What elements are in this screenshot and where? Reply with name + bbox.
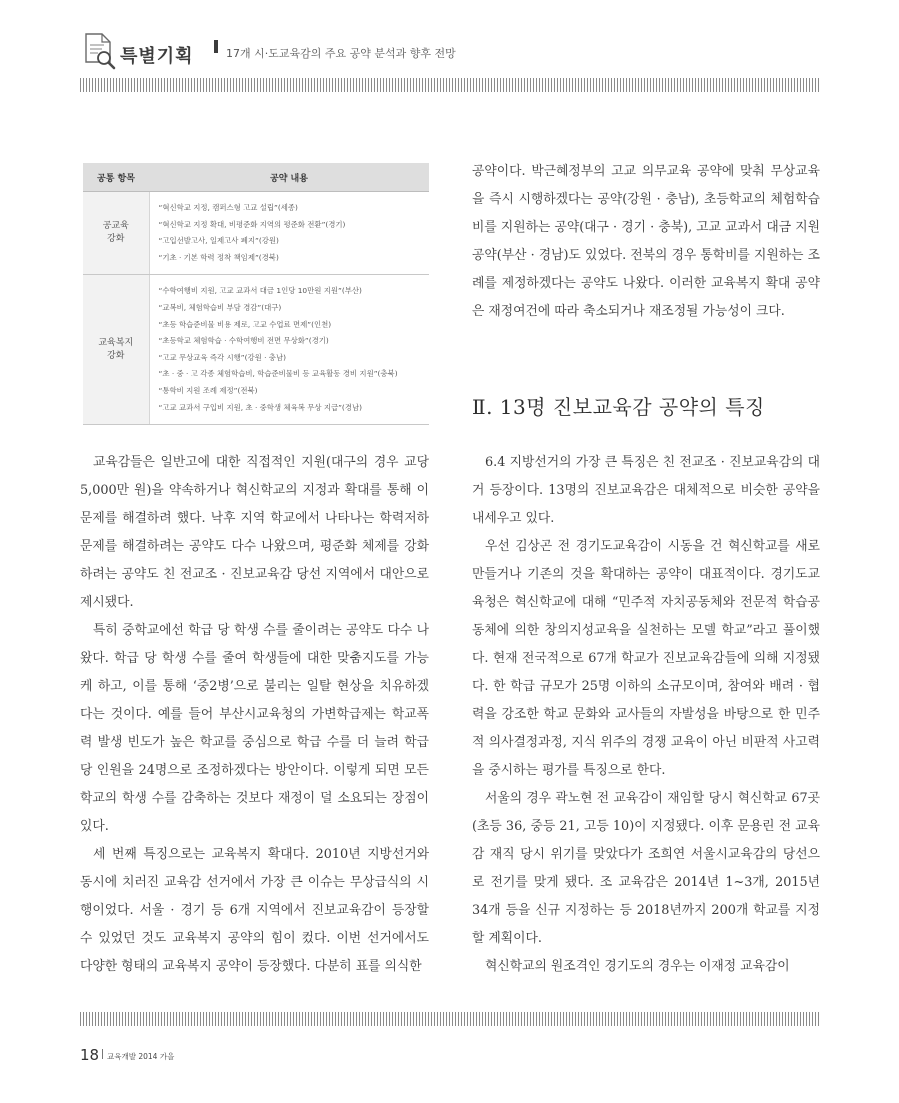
left-column-text	[80, 449, 429, 981]
body-paragraph: 혁신학교의 원조격인 경기도의 경우는 이재정 교육감이	[485, 959, 790, 974]
section-heading: Ⅱ. 13명 진보교육감 공약의 특징	[472, 395, 765, 419]
body-paragraph: 우선 김상곤 전 경기도교육감이 시동을 건 혁신학교를 새로 만들거나 기존의 것을 확대하는 공약이 대표적이다. 경기도교육청은 혁신학교에 대해 “민주적 자치공동체와 전문적 학습공동체에 의한 창의지성교육을 실천하는 모델 학교”라고 풀이했다. 현재 전국적으로 67개 학교가 진보교육감들에 의해 지정됐다. 한 학급 규모가 25명 이하의 소규모이며, 참여와 배려 · 협력을 강조한 학교 문화와 교사들의 자발성을 바탕으로 한 민주적 의사결정과정, 지식 위주의 경쟁 교육이 아닌 비판적 사고력을 중시하는 평가를 특징으로 한다.	[472, 539, 820, 778]
table-items-cell	[149, 275, 429, 425]
table-header-category: 공통 항목	[83, 163, 149, 192]
pledge-item: “초 · 중 · 고 각종 체험학습비, 학습준비물비 등 교육활동 경비 지원”(충북)	[158, 369, 398, 379]
body-paragraph: 6.4 지방선거의 가장 큰 특징은 친 전교조 · 진보교육감의 대거 등장이다. 13명의 진보교육감은 대체적으로 비슷한 공약을 내세우고 있다.	[472, 455, 820, 526]
table-items-cell	[149, 192, 429, 275]
pledge-table	[83, 163, 429, 425]
category-label-line: 강화	[107, 350, 125, 361]
table-row	[83, 192, 429, 275]
pledge-item: “고교 무상교육 즉각 시행”(강원 · 충남)	[158, 352, 286, 362]
pledge-item: “고교 교과서 구입비 지원, 초 · 중학생 체육복 무상 지급”(경남)	[158, 402, 362, 412]
table-category-cell	[83, 192, 149, 275]
pledge-item: “고입선발고사, 일제고사 폐지”(강원)	[158, 236, 279, 246]
pledge-item: “통학비 지원 조례 제정”(전북)	[158, 385, 258, 395]
table-category-cell	[83, 275, 149, 425]
category-label-line: 교육복지	[98, 337, 134, 348]
page-header	[80, 28, 820, 72]
category-label-line: 공교육	[102, 221, 129, 232]
pledge-item: “초등 학습준비물 비용 제로, 고교 수업료 면제”(인천)	[158, 319, 332, 329]
body-paragraph: 교육감들은 일반고에 대한 직접적인 지원(대구의 경우 교당 5,000만 원)을 약속하거나 혁신학교의 지정과 확대를 통해 이 문제를 해결하려 했다. 낙후 지역 학교에서 나타나는 학력저하 문제를 해결하려는 공약도 다수 나왔으며, 평준화 체제를 강화하려는 공약도 친 전교조 · 진보교육감 당선 지역에서 대안으로 제시됐다.	[80, 455, 429, 610]
right-column-top-text	[472, 158, 820, 326]
section-title: 특별기획	[120, 46, 194, 67]
pledge-item: “혁신학교 지정 확대, 비평준화 지역의 평준화 전환”(경기)	[158, 219, 346, 229]
page-footer	[80, 1046, 380, 1070]
footer-stripe	[80, 1012, 820, 1026]
title-divider	[214, 40, 218, 53]
pledge-item: “초등학교 체험학습 · 수학여행비 전면 무상화”(경기)	[158, 336, 329, 346]
table-header-content: 공약 내용	[149, 163, 429, 192]
journal-name: 교육개발 2014 가을	[107, 1052, 175, 1061]
body-paragraph: 공약이다. 박근혜정부의 고교 의무교육 공약에 맞춰 무상교육을 즉시 시행하겠다는 공약(강원 · 충남), 초등학교의 체험학습비를 지원하는 공약(대구 · 경기 · 충북), 고교 교과서 대금 지원 공약(부산 · 경남)도 있었다. 전북의 경우 통학비를 지원하는 조례를 제정하겠다는 공약도 나왔다. 이러한 교육복지 확대 공약은 재정여건에 따라 축소되거나 재조정될 가능성이 크다.	[472, 164, 820, 319]
body-paragraph: 특히 중학교에선 학급 당 학생 수를 줄이려는 공약도 다수 나왔다. 학급 당 학생 수를 줄여 학생들에 대한 맞춤지도를 가능케 하고, 이를 통해 ‘중2병’으로 불리는 일탈 현상을 치유하겠다는 것이다. 예를 들어 부산시교육청의 가변학급제는 학교폭력 발생 빈도가 높은 학교를 중심으로 학급 수를 더 늘려 학급 당 인원을 24명으로 조정하겠다는 방안이다. 이렇게 되면 모든 학교의 학생 수를 감축하는 것보다 재정이 덜 소요되는 장점이 있다.	[80, 623, 429, 834]
pledge-item: “혁신학교 지정, 캠퍼스형 고교 설립”(세종)	[158, 203, 298, 212]
table-row	[83, 275, 429, 425]
footer-divider	[102, 1049, 103, 1059]
table-header-row	[83, 163, 429, 192]
category-label-line: 강화	[107, 234, 125, 245]
document-magnifier-icon	[82, 32, 116, 74]
body-paragraph: 서울의 경우 곽노현 전 교육감이 재임할 당시 혁신학교 67곳(초등 36, 중등 21, 고등 10)이 지정됐다. 이후 문용린 전 교육감 재직 당시 위기를 맞았다가 조희연 서울시교육감의 당선으로 전기를 맞게 됐다. 조 교육감은 2014년 1~3개, 2015년 34개 등을 신규 지정하는 등 2018년까지 200개 학교를 지정할 계획이다.	[472, 791, 820, 946]
pledge-item: “교복비, 체험학습비 부담 경감”(대구)	[158, 302, 282, 312]
right-column-text	[472, 449, 820, 981]
pledge-item: “기초 · 기본 학력 정착 책임제”(경북)	[158, 252, 279, 262]
pledge-item: “수학여행비 지원, 고교 교과서 대금 1인당 10만원 지원”(부산)	[158, 286, 362, 296]
page-number: 18	[80, 1046, 100, 1064]
header-stripe	[80, 78, 820, 92]
body-paragraph: 세 번째 특징으로는 교육복지 확대다. 2010년 지방선거와 동시에 치러진 교육감 선거에서 가장 큰 이슈는 무상급식의 시행이었다. 서울 · 경기 등 6개 지역에서 진보교육감이 등장할 수 있었던 것도 교육복지 공약의 힘이 컸다. 이번 선거에서도 다양한 형태의 교육복지 공약이 등장했다. 다분히 표를 의식한	[80, 847, 429, 974]
header-subtitle: 17개 시·도교육감의 주요 공약 분석과 향후 전망	[226, 47, 456, 60]
